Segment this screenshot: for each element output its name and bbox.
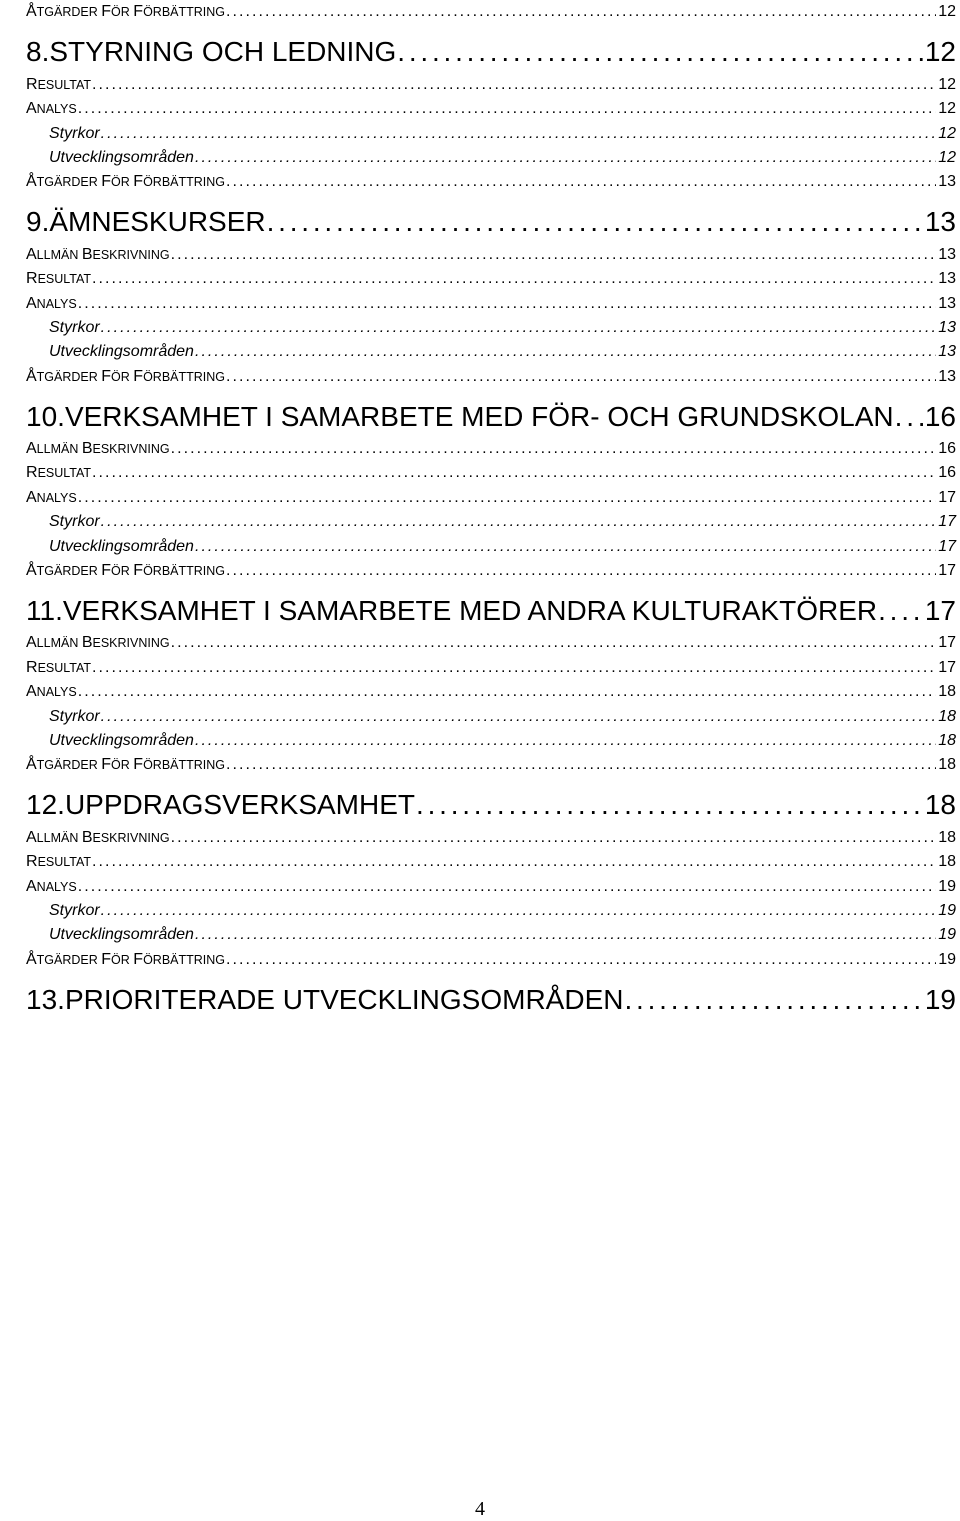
- toc-dot-leader: [78, 296, 936, 312]
- toc-section-entry[interactable]: [26, 655, 956, 679]
- toc-dot-leader: [226, 174, 936, 190]
- toc-dot-leader: [171, 635, 937, 651]
- toc-page-number: 12: [938, 75, 956, 93]
- toc-page-number: 13: [938, 294, 956, 312]
- toc-page-number: 19: [938, 877, 956, 895]
- toc-entry-label: VERKSAMHET I SAMARBETE MED FÖR- OCH GRUNDSKOLAN: [64, 400, 894, 432]
- toc-page-number: 13: [938, 367, 956, 385]
- toc-dot-leader: [92, 465, 936, 481]
- toc-dot-leader: [226, 757, 936, 773]
- toc-entry-label: ÅTGÄRDER FÖR FÖRBÄTTRING: [26, 173, 226, 191]
- toc-entry-label: RESULTAT: [26, 75, 92, 93]
- toc-entry-label: ÅTGÄRDER FÖR FÖRBÄTTRING: [26, 367, 226, 385]
- toc-page-number: 18: [938, 756, 956, 774]
- toc-dot-leader: [226, 4, 936, 20]
- toc-section-entry[interactable]: [26, 97, 956, 121]
- toc-entry-label: Utvecklingsområden: [49, 537, 194, 555]
- page-number: 4: [475, 1498, 485, 1520]
- toc-subsubsection-entry[interactable]: [26, 340, 956, 364]
- toc-dot-leader: [78, 101, 936, 117]
- toc-page-number: 12: [938, 148, 956, 166]
- toc-section-entry[interactable]: [26, 680, 956, 704]
- toc-entry-label: RESULTAT: [26, 270, 92, 288]
- toc-page-number: 17: [938, 488, 956, 506]
- toc-page-number: 12: [938, 3, 956, 21]
- toc-section-entry[interactable]: [26, 631, 956, 655]
- toc-dot-leader: [171, 247, 937, 263]
- toc-entry-label: ALLMÄN BESKRIVNING: [26, 440, 170, 458]
- toc-page-number: 13: [938, 173, 956, 191]
- toc-dot-leader: [195, 927, 936, 943]
- toc-dot-leader: [78, 879, 936, 895]
- toc-entry-label: ANALYS: [26, 294, 77, 312]
- toc-dot-leader: [226, 369, 936, 385]
- toc-entry-label: VERKSAMHET I SAMARBETE MED ANDRA KULTURAKTÖRER: [62, 595, 878, 627]
- toc-page-number: 13: [924, 206, 956, 238]
- toc-entry-label: UPPDRAGSVERKSAMHET: [64, 789, 416, 821]
- toc-chapter-entry[interactable]: [26, 583, 956, 631]
- toc-entry-label: ALLMÄN BESKRIVNING: [26, 245, 170, 263]
- toc-dot-leader: [78, 490, 936, 506]
- toc-section-entry[interactable]: [26, 0, 956, 24]
- toc-page-number: 19: [938, 926, 956, 944]
- toc-section-entry[interactable]: [26, 461, 956, 485]
- toc-subsubsection-entry[interactable]: [26, 146, 956, 170]
- toc-chapter-number: 11.: [26, 595, 63, 627]
- toc-page-number: 18: [938, 683, 956, 701]
- toc-page-number: 18: [938, 853, 956, 871]
- toc-page-number: 13: [938, 270, 956, 288]
- toc-entry-label: ALLMÄN BESKRIVNING: [26, 828, 170, 846]
- toc-section-entry[interactable]: [26, 242, 956, 266]
- toc-dot-leader: [92, 854, 936, 870]
- toc-entry-label: RESULTAT: [26, 658, 92, 676]
- toc-dot-leader: [171, 830, 937, 846]
- toc-page-number: 19: [938, 901, 956, 919]
- toc-page-number: 17: [924, 595, 956, 627]
- toc-page-number: 16: [938, 440, 956, 458]
- toc-page-number: 17: [938, 562, 956, 580]
- toc-dot-leader: [92, 77, 936, 93]
- toc-entry-label: Utvecklingsområden: [49, 731, 194, 749]
- toc-section-entry[interactable]: [26, 267, 956, 291]
- toc-section-entry[interactable]: [26, 753, 956, 777]
- toc-entry-label: STYRNING OCH LEDNING: [49, 36, 397, 68]
- toc-page-number: 18: [938, 828, 956, 846]
- toc-entry-label: ALLMÄN BESKRIVNING: [26, 634, 170, 652]
- toc-dot-leader: [195, 150, 936, 166]
- toc-entry-label: ÅTGÄRDER FÖR FÖRBÄTTRING: [26, 756, 226, 774]
- toc-dot-leader: [195, 733, 936, 749]
- toc-section-entry[interactable]: [26, 291, 956, 315]
- toc-dot-leader: [226, 563, 936, 579]
- toc-entry-label: ÅTGÄRDER FÖR FÖRBÄTTRING: [26, 3, 226, 21]
- toc-entry-label: Styrkor: [49, 318, 100, 336]
- toc-dot-leader: [226, 952, 936, 968]
- toc-subsubsection-entry[interactable]: [26, 510, 956, 534]
- toc-dot-leader: [195, 344, 936, 360]
- toc-entry-label: Styrkor: [49, 901, 100, 919]
- toc-subsubsection-entry[interactable]: [26, 121, 956, 145]
- toc-dot-leader: [101, 320, 937, 336]
- toc-dot-leader: [878, 597, 923, 625]
- toc-section-entry[interactable]: [26, 170, 956, 194]
- toc-dot-leader: [267, 208, 923, 236]
- toc-page-number: 18: [938, 731, 956, 749]
- toc-subsubsection-entry[interactable]: [26, 899, 956, 923]
- toc-page-number: 13: [938, 343, 956, 361]
- toc-entry-label: PRIORITERADE UTVECKLINGSOMRÅDEN: [64, 983, 624, 1015]
- toc-dot-leader: [895, 403, 923, 431]
- toc-page-number: 18: [924, 789, 956, 821]
- toc-chapter-number: 12.: [26, 789, 65, 821]
- toc-entry-label: Styrkor: [49, 513, 100, 531]
- toc-entry-label: RESULTAT: [26, 853, 92, 871]
- toc-page-number: 19: [938, 950, 956, 968]
- toc-dot-leader: [92, 660, 936, 676]
- toc-section-entry[interactable]: [26, 559, 956, 583]
- toc-chapter-number: 9.: [26, 206, 50, 238]
- toc-subsubsection-entry[interactable]: [26, 534, 956, 558]
- toc-entry-label: Styrkor: [49, 707, 100, 725]
- toc-page-number: 16: [924, 400, 956, 432]
- toc-page-number: 17: [938, 513, 956, 531]
- toc-entry-label: Utvecklingsområden: [49, 148, 194, 166]
- toc-page-number: 13: [938, 245, 956, 263]
- toc-section-entry[interactable]: [26, 437, 956, 461]
- toc-entry-label: Utvecklingsområden: [49, 343, 194, 361]
- toc-dot-leader: [171, 441, 937, 457]
- toc-dot-leader: [92, 271, 936, 287]
- toc-section-entry[interactable]: [26, 947, 956, 971]
- toc-entry-label: ANALYS: [26, 100, 77, 118]
- toc-page-number: 12: [938, 100, 956, 118]
- toc-entry-label: ANALYS: [26, 683, 77, 701]
- toc-page-number: 18: [938, 707, 956, 725]
- toc-page-number: 12: [938, 124, 956, 142]
- toc-dot-leader: [101, 709, 937, 725]
- toc-dot-leader: [101, 903, 937, 919]
- toc-dot-leader: [101, 126, 937, 142]
- toc-chapter-number: 8.: [26, 36, 50, 68]
- toc-subsubsection-entry[interactable]: [26, 316, 956, 340]
- toc-section-entry[interactable]: [26, 72, 956, 96]
- toc-page-number: 19: [924, 983, 956, 1015]
- toc-dot-leader: [416, 791, 923, 819]
- toc-entry-label: ANALYS: [26, 877, 77, 895]
- toc-page-number: 17: [938, 537, 956, 555]
- toc-chapter-entry[interactable]: [26, 24, 956, 72]
- toc-page-number: 16: [938, 464, 956, 482]
- toc-entry-label: ÅTGÄRDER FÖR FÖRBÄTTRING: [26, 950, 226, 968]
- toc-entry-label: ÄMNESKURSER: [49, 206, 266, 238]
- toc-chapter-entry[interactable]: [26, 777, 956, 825]
- toc-section-entry[interactable]: [26, 485, 956, 509]
- toc-entry-label: ÅTGÄRDER FÖR FÖRBÄTTRING: [26, 562, 226, 580]
- toc-dot-leader: [101, 514, 937, 530]
- toc-section-entry[interactable]: [26, 874, 956, 898]
- toc-chapter-entry[interactable]: [26, 389, 956, 437]
- toc-dot-leader: [397, 38, 923, 66]
- toc-chapter-entry[interactable]: [26, 194, 956, 242]
- toc-page-number: 17: [938, 658, 956, 676]
- toc-chapter-entry[interactable]: [26, 972, 956, 1020]
- toc-page-number: 12: [924, 36, 956, 68]
- toc-page-number: 13: [938, 318, 956, 336]
- toc-chapter-number: 13.: [26, 983, 65, 1015]
- toc-subsubsection-entry[interactable]: [26, 729, 956, 753]
- toc-subsubsection-entry[interactable]: [26, 923, 956, 947]
- toc-entry-label: RESULTAT: [26, 464, 92, 482]
- toc-dot-leader: [78, 684, 936, 700]
- table-of-contents: [26, 0, 956, 1020]
- toc-chapter-number: 10.: [26, 400, 65, 432]
- toc-dot-leader: [195, 539, 936, 555]
- toc-dot-leader: [624, 986, 922, 1014]
- toc-entry-label: ANALYS: [26, 488, 77, 506]
- toc-subsubsection-entry[interactable]: [26, 704, 956, 728]
- toc-page-number: 17: [938, 634, 956, 652]
- toc-entry-label: Styrkor: [49, 124, 100, 142]
- toc-section-entry[interactable]: [26, 825, 956, 849]
- toc-section-entry[interactable]: [26, 850, 956, 874]
- toc-section-entry[interactable]: [26, 364, 956, 388]
- toc-entry-label: Utvecklingsområden: [49, 926, 194, 944]
